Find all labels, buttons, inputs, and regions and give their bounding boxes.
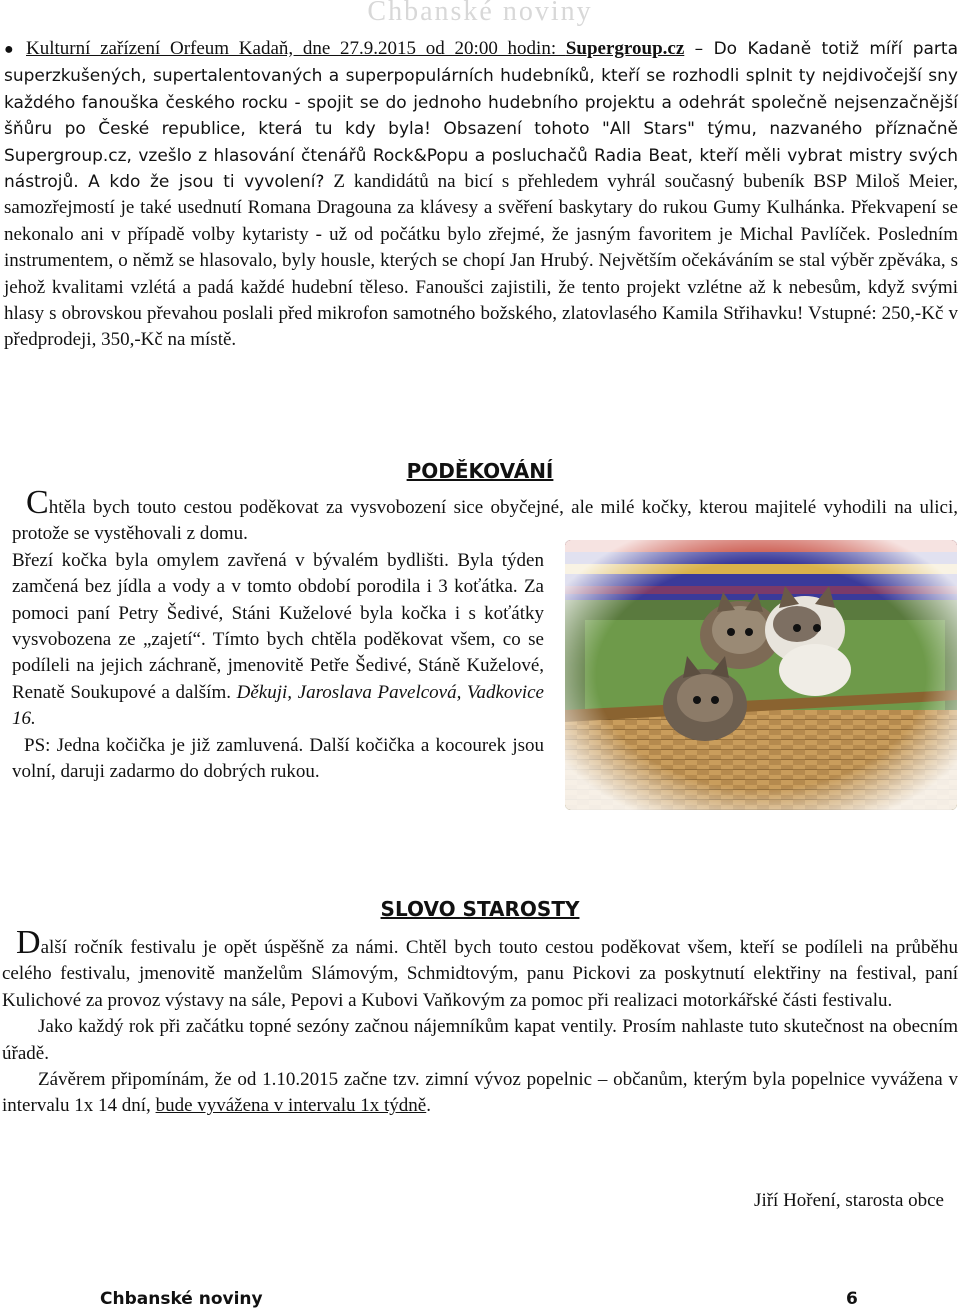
mayor-dropcap: D <box>16 924 41 961</box>
thanks-first-line: htěla bych touto cestou poděkovat za vysvobození sice obyčejné, ale milé kočky, kterou majitelé vyhodili na ulici, protože se vystěhovali z domu. <box>12 497 958 545</box>
thanks-dropcap: C <box>26 484 49 521</box>
mayor-paragraph-2: Jako každý rok při začátku topné sezóny začnou nájemníkům kapat ventily. Prosím nahlaste tuto skutečnost na obecním úřadě. <box>2 1016 958 1064</box>
page-number: 6 <box>846 1289 858 1309</box>
mayor-signature: Jiří Hoření, starosta obce <box>754 1190 944 1211</box>
mayor-paragraph-1: alší ročník festivalu je opět úspěšně za námi. Chtěl bych touto cestou poděkovat všem, kteří se podíleli na průběhu celého festivalu, jmenovitě manželům Slámovým, Schmidtovým, panu Pickovi za poskytnutí elektřiny na festival, paní Kulichové za provoz výstavy na sále, Pepovi a Kubovi Vaňkovým za pomoc při realizaci motorkářské části festivalu. <box>2 937 958 1011</box>
orfeum-text-part-a: – Do Kadaně totiž míří parta superzkušených, supertalentovaných a superpopulárních hudebníků, kteří se rozhodli splnit ty nejdivočejší sny každého fanouška českého rocku - spojit se do jednoho hudebního projektu a odehrát společně nejsenzačnější šňůru po České republice, která tu kdy byla! Obsazení tohoto "All Stars" týmu, nazvaného příznačně Supergroup.cz, vzešlo z hlasování čtenářů Rock&Popu a posluchačů Radia Beat, kteří měli vybrat mistry svých nástrojů. A kdo že jsou ti vyvolení? <box>4 39 958 193</box>
thanks-heading: PODĚKOVÁNÍ <box>406 459 554 483</box>
mayor-article <box>2 924 958 1120</box>
band-name: Supergroup.cz <box>565 38 685 59</box>
mayor-paragraph-3-end: . <box>426 1095 431 1117</box>
thanks-signed: Děkuji, Jaroslava Pavelcová, Vadkovice 16. <box>12 681 544 730</box>
bullet-icon: ● <box>4 41 14 58</box>
venue-date: Kulturní zařízení Orfeum Kadaň, dne 27.9.2015 od 20:00 hodin: <box>26 38 566 59</box>
thanks-body: Březí kočka byla omylem zavřená v bývalém bydlišti. Byla týden zamčená bez jídla a vody a v tomto období porodila i 3 koťátka. Za pomoci paní Petry Šedivé, Stáni Kuželové byla kočka i s koťátky vysvobozena ze „zajetí“. Tímto bych chtěla poděkovat všem, co se podíleli na jejich záchraně, jmenovitě Petře Šedivé, Stáně Kuželové, Renatě Soukupové a dalším. <box>12 549 544 703</box>
footer-title: Chbanské noviny <box>100 1289 263 1309</box>
orfeum-announcement <box>4 36 958 354</box>
mayor-heading: SLOVO STAROSTY <box>380 897 580 921</box>
orfeum-text-part-b: Z kandidátů na bicí s přehledem vyhrál současný bubeník BSP Miloš Meier, samozřejmostí je také usednutí Romana Dragouna za klávesy a svěření baskytary do rukou Gumy Kulhánka. Překvapení se nekonalo ani v případě volby kytaristy - už od počátku bylo zřejmé, že jasným favoritem je Michal Pavlíček. Posledním instrumentem, o němž se hlasovalo, byly housle, kterých se chopí Jan Hrubý. Největším očekáváním se stal výběr zpěváka, s jehož kvalitami vzlétá a padá každé hudební těleso. Fanoušci zajistili, že tento projekt vzlétne až k nebesům, když svými hlasy s obrovskou převahou poslali před mikrofon samotného božského, zlatovlasého Kamila Střihavku! Vstupné: 250,-Kč v předprodeji, 350,-Kč na místě. <box>4 171 958 351</box>
mayor-paragraph-3: Závěrem připomínám, že od 1.10.2015 začne tzv. zimní vývoz popelnic – občanům, kterým byla popelnice vyvážena v intervalu 1x 14 dní, <box>2 1069 958 1117</box>
kittens-photo <box>565 540 957 810</box>
newspaper-header-title: Chbanské noviny <box>367 0 593 27</box>
kittens-illustration <box>565 540 957 810</box>
thanks-ps: PS: Jedna kočička je již zamluvená. Další kočička a kocourek jsou volní, daruji zadarmo do dobrých rukou. <box>12 734 544 783</box>
mayor-paragraph-3-underlined: bude vyvážena v intervalu 1x týdně <box>155 1095 427 1117</box>
